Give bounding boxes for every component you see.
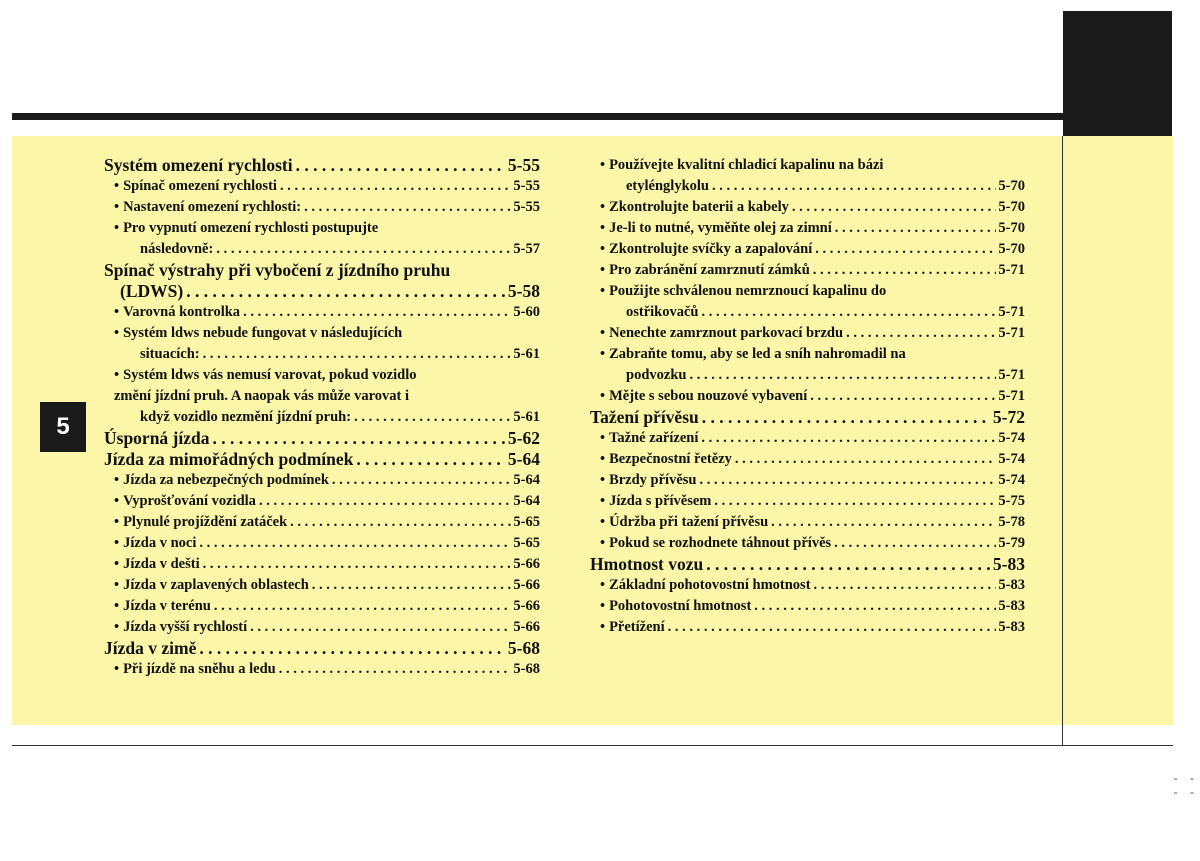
toc-entry-title: Použijte schválenou nemrznoucí kapalinu do (609, 283, 887, 299)
dot-leader (200, 344, 512, 365)
toc-line (590, 155, 1025, 176)
toc-entry-title: Hmotnost vozu (590, 554, 704, 574)
bullet-icon: • (600, 577, 606, 593)
dot-leader (183, 281, 506, 302)
toc-page-number: 5-78 (998, 514, 1025, 530)
toc-line (104, 365, 540, 386)
toc-subsection[interactable] (590, 617, 1025, 638)
toc-entry-title: Pokud se rozhodnete táhnout přívěs (609, 535, 832, 551)
toc-line (104, 659, 540, 680)
toc-entry-title: následovně: (140, 241, 214, 257)
toc-section[interactable] (104, 428, 540, 449)
toc-entry-title: Zkontrolujte baterii a kabely (609, 199, 789, 215)
toc-page-number: 5-70 (998, 220, 1025, 236)
dot-leader (276, 659, 512, 680)
toc-subsection[interactable] (590, 449, 1025, 470)
toc-subsection[interactable] (590, 428, 1025, 449)
toc-entry-title: (LDWS) (120, 281, 184, 301)
toc-line (104, 239, 540, 260)
toc-subsection[interactable] (104, 575, 540, 596)
toc-page-number: 5-66 (513, 619, 540, 635)
dot-leader (811, 575, 997, 596)
toc-page-number: 5-83 (998, 598, 1025, 614)
toc-line (104, 512, 540, 533)
toc-subsection[interactable] (104, 512, 540, 533)
toc-page-number: 5-60 (513, 304, 540, 320)
margin-rule (1062, 136, 1063, 746)
bullet-icon: • (114, 199, 120, 215)
toc-line (104, 260, 540, 281)
toc-subsection[interactable] (104, 617, 540, 638)
bullet-icon: • (114, 619, 120, 635)
toc-entry-title: Spínač výstrahy při vybočení z jízdního pruhu (104, 260, 451, 280)
dot-leader (293, 155, 506, 176)
dot-leader (353, 449, 506, 470)
toc-line (590, 533, 1025, 554)
dot-leader (309, 575, 512, 596)
toc-page-number: 5-61 (513, 409, 540, 425)
toc-section[interactable] (104, 638, 540, 659)
toc-entry-title: Pro vypnutí omezení rychlosti postupujte (123, 220, 379, 236)
dot-leader (751, 596, 996, 617)
dot-leader (287, 512, 511, 533)
toc-entry-title: Je-li to nutné, vyměňte olej za zimní (609, 220, 832, 236)
toc-entry-title: podvozku (626, 367, 687, 383)
dot-leader (240, 302, 511, 323)
toc-entry-title: Pro zabránění zamrznutí zámků (609, 262, 810, 278)
toc-page-number: 5-71 (998, 304, 1025, 320)
toc-page-number: 5-79 (998, 535, 1025, 551)
toc-page-number: 5-72 (992, 407, 1025, 427)
bullet-icon: • (114, 220, 120, 236)
toc-line (104, 197, 540, 218)
bullet-icon: • (600, 598, 606, 614)
bullet-icon: • (114, 598, 120, 614)
toc-page-number: 5-65 (513, 514, 540, 530)
dot-leader (789, 197, 997, 218)
toc-subsection[interactable] (590, 575, 1025, 596)
dot-leader (807, 386, 996, 407)
dot-leader (686, 365, 996, 386)
toc-entry-title: Jízda v dešti (123, 556, 200, 572)
toc-page-number: 5-65 (513, 535, 540, 551)
toc-page-number: 5-64 (513, 472, 540, 488)
toc-entry-title: Používejte kvalitní chladicí kapalinu na bázi (609, 157, 884, 173)
dot-leader (210, 428, 506, 449)
dot-leader (831, 533, 996, 554)
toc-subsection[interactable] (590, 470, 1025, 491)
toc-line (590, 323, 1025, 344)
toc-entry-title: Bezpečnostní řetězy (609, 451, 732, 467)
dot-leader (699, 302, 997, 323)
toc-line (590, 470, 1025, 491)
dot-leader (301, 197, 511, 218)
toc-page-number: 5-83 (998, 619, 1025, 635)
toc-subsection[interactable] (590, 491, 1025, 512)
toc-page-number: 5-58 (507, 281, 540, 301)
toc-entry-title: Vyprošťování vozidla (123, 493, 256, 509)
toc-page-number: 5-75 (998, 493, 1025, 509)
dot-leader (843, 323, 996, 344)
toc-entry-title: Jízda v terénu (123, 598, 211, 614)
toc-page-number: 5-66 (513, 577, 540, 593)
bullet-icon: • (600, 388, 606, 404)
dot-leader (832, 218, 997, 239)
top-rule (12, 113, 1063, 120)
toc-subsection[interactable] (104, 218, 540, 260)
toc-subsection[interactable] (590, 218, 1025, 239)
dot-leader (711, 491, 996, 512)
toc-entry-title: ostřikovačů (626, 304, 699, 320)
toc-page-number: 5-70 (998, 199, 1025, 215)
dot-leader (703, 554, 991, 575)
toc-line (104, 176, 540, 197)
toc-line (104, 323, 540, 344)
toc-entry-title: Tažení přívěsu (590, 407, 699, 427)
toc-entry-title: Nastavení omezení rychlosti: (123, 199, 302, 215)
toc-section[interactable] (590, 554, 1025, 575)
bullet-icon: • (600, 451, 606, 467)
toc-left-column (104, 155, 540, 680)
toc-page-number: 5-71 (998, 388, 1025, 404)
toc-line (590, 386, 1025, 407)
toc-line (590, 596, 1025, 617)
toc-page-number: 5-66 (513, 598, 540, 614)
bullet-icon: • (114, 535, 120, 551)
bullet-icon: • (114, 514, 120, 530)
bullet-icon: • (114, 367, 120, 383)
bullet-icon: • (600, 535, 606, 551)
toc-section[interactable] (104, 449, 540, 470)
toc-entry-title: Systém ldws vás nemusí varovat, pokud vozidlo (123, 367, 417, 383)
toc-entry-title: Údržba při tažení přívěsu (609, 514, 769, 530)
toc-page-number: 5-66 (513, 556, 540, 572)
bullet-icon: • (114, 556, 120, 572)
chapter-tab: 5 (40, 402, 86, 452)
toc-page-number: 5-74 (998, 430, 1025, 446)
bullet-icon: • (600, 157, 606, 173)
bullet-icon: • (600, 619, 606, 635)
toc-page-number: 5-55 (513, 199, 540, 215)
toc-section[interactable] (104, 155, 540, 176)
toc-subsection[interactable] (104, 302, 540, 323)
toc-entry-title: Základní pohotovostní hmotnost (609, 577, 811, 593)
bullet-icon: • (600, 325, 606, 341)
toc-page-number: 5-74 (998, 472, 1025, 488)
dot-leader (709, 176, 996, 197)
dot-leader (665, 617, 997, 638)
toc-subsection[interactable] (590, 197, 1025, 218)
bullet-icon: • (114, 325, 120, 341)
bullet-icon: • (600, 493, 606, 509)
toc-entry-title: změní jízdní pruh. A naopak vás může varovat i (114, 388, 409, 404)
dot-leader (329, 470, 512, 491)
toc-entry-title: když vozidlo nezmění jízdní pruh: (140, 409, 352, 425)
toc-entry-title: Jízda v zaplavených oblastech (123, 577, 309, 593)
toc-entry-title: etylénglykolu (626, 178, 709, 194)
toc-line (590, 491, 1025, 512)
toc-subsection[interactable] (590, 596, 1025, 617)
bullet-icon: • (600, 472, 606, 488)
bullet-icon: • (114, 493, 120, 509)
toc-line (104, 470, 540, 491)
toc-subsection[interactable] (590, 386, 1025, 407)
toc-subsection[interactable] (104, 491, 540, 512)
toc-subsection[interactable] (590, 155, 1025, 197)
toc-subsection[interactable] (104, 554, 540, 575)
dot-leader (213, 239, 511, 260)
toc-entry-title: Nenechte zamrznout parkovací brzdu (609, 325, 844, 341)
toc-entry-title: Mějte s sebou nouzové vybavení (609, 388, 808, 404)
toc-line (590, 449, 1025, 470)
toc-entry-title: Úsporná jízda (104, 428, 210, 448)
toc-subsection[interactable] (104, 176, 540, 197)
toc-subsection[interactable] (104, 533, 540, 554)
toc-right-column (590, 155, 1025, 638)
toc-subsection[interactable] (590, 512, 1025, 533)
dot-leader (351, 407, 511, 428)
toc-line (104, 155, 540, 176)
toc-page-number: 5-83 (998, 577, 1025, 593)
toc-subsection[interactable] (590, 344, 1025, 386)
toc-entry-title: Varovná kontrolka (123, 304, 241, 320)
dot-leader (196, 638, 506, 659)
toc-page-number: 5-68 (507, 638, 540, 658)
toc-subsection[interactable] (590, 260, 1025, 281)
toc-subsection[interactable] (104, 596, 540, 617)
toc-subsection[interactable] (590, 533, 1025, 554)
toc-line (590, 302, 1025, 323)
toc-subsection[interactable] (104, 323, 540, 365)
bullet-icon: • (600, 241, 606, 257)
toc-line (590, 344, 1025, 365)
toc-line (104, 554, 540, 575)
toc-page-number: 5-71 (998, 325, 1025, 341)
toc-subsection[interactable] (104, 197, 540, 218)
bullet-icon: • (600, 430, 606, 446)
toc-subsection[interactable] (590, 281, 1025, 323)
toc-subsection[interactable] (590, 323, 1025, 344)
bullet-icon: • (600, 346, 606, 362)
dot-leader (696, 470, 996, 491)
dot-leader (277, 176, 511, 197)
toc-page-number: 5-64 (507, 449, 540, 469)
toc-entry-title: Spínač omezení rychlosti (123, 178, 277, 194)
bullet-icon: • (114, 304, 120, 320)
toc-entry-title: Jízda s přívěsem (609, 493, 712, 509)
footer-mark: - - - - (1172, 772, 1197, 800)
dot-leader (768, 512, 996, 533)
toc-entry-title: Jízda za nebezpečných podmínek (123, 472, 329, 488)
toc-entry-title: Plynulé projíždění zatáček (123, 514, 288, 530)
toc-page-number: 5-61 (513, 346, 540, 362)
toc-page-number: 5-68 (513, 661, 540, 677)
toc-entry-title: Jízda za mimořádných podmínek (104, 449, 354, 469)
toc-line (104, 302, 540, 323)
toc-line (104, 281, 540, 302)
toc-subsection[interactable] (104, 470, 540, 491)
toc-line (104, 428, 540, 449)
dot-leader (256, 491, 511, 512)
toc-line (104, 344, 540, 365)
toc-line (590, 281, 1025, 302)
toc-entry-title: Při jízdě na sněhu a ledu (123, 661, 276, 677)
bullet-icon: • (114, 472, 120, 488)
toc-page-number: 5-83 (992, 554, 1025, 574)
bullet-icon: • (600, 262, 606, 278)
dot-leader (810, 260, 997, 281)
toc-page-number: 5-70 (998, 241, 1025, 257)
toc-entry-title: Systém ldws nebude fungovat v následujících (123, 325, 403, 341)
toc-subsection[interactable] (104, 659, 540, 680)
toc-entry-title: Jízda vyšší rychlostí (123, 619, 248, 635)
toc-line (590, 575, 1025, 596)
bottom-rule (12, 745, 1173, 746)
toc-entry-title: Systém omezení rychlosti (104, 155, 293, 175)
toc-line (104, 218, 540, 239)
toc-line (104, 638, 540, 659)
toc-line (104, 596, 540, 617)
toc-line (590, 554, 1025, 575)
toc-page-number: 5-70 (998, 178, 1025, 194)
toc-page-number: 5-71 (998, 367, 1025, 383)
dot-leader (211, 596, 512, 617)
toc-entry-title: Pohotovostní hmotnost (609, 598, 752, 614)
toc-subsection[interactable] (590, 239, 1025, 260)
toc-line (590, 197, 1025, 218)
corner-block (1063, 11, 1172, 136)
dot-leader (699, 407, 991, 428)
dot-leader (698, 428, 996, 449)
toc-entry-title: Tažné zařízení (609, 430, 699, 446)
toc-line (590, 365, 1025, 386)
toc-page-number: 5-55 (513, 178, 540, 194)
toc-line (104, 449, 540, 470)
bullet-icon: • (600, 283, 606, 299)
toc-line (104, 575, 540, 596)
bullet-icon: • (600, 199, 606, 215)
toc-entry-title: Brzdy přívěsu (609, 472, 697, 488)
toc-entry-title: Jízda v noci (123, 535, 197, 551)
bullet-icon: • (114, 178, 120, 194)
dot-leader (200, 554, 512, 575)
toc-line (104, 407, 540, 428)
toc-line (104, 491, 540, 512)
toc-line (590, 617, 1025, 638)
toc-entry-title: Zabraňte tomu, aby se led a sníh nahromadil na (609, 346, 906, 362)
toc-line (590, 428, 1025, 449)
toc-entry-title: Jízda v zimě (104, 638, 197, 658)
toc-page-number: 5-57 (513, 241, 540, 257)
toc-page-number: 5-74 (998, 451, 1025, 467)
bullet-icon: • (114, 577, 120, 593)
toc-line (590, 239, 1025, 260)
toc-line (104, 617, 540, 638)
toc-page-number: 5-55 (507, 155, 540, 175)
toc-page-number: 5-64 (513, 493, 540, 509)
toc-line (104, 533, 540, 554)
toc-section[interactable] (104, 260, 540, 302)
toc-entry-title: Přetížení (609, 619, 665, 635)
dot-leader (247, 617, 511, 638)
toc-line (590, 512, 1025, 533)
toc-page-number: 5-62 (507, 428, 540, 448)
toc-page-number: 5-71 (998, 262, 1025, 278)
bullet-icon: • (114, 661, 120, 677)
dot-leader (812, 239, 996, 260)
toc-entry-title: Zkontrolujte svíčky a zapalování (609, 241, 813, 257)
toc-line (104, 386, 540, 407)
bullet-icon: • (600, 220, 606, 236)
toc-line (590, 260, 1025, 281)
toc-line (590, 176, 1025, 197)
toc-entry-title: situacích: (140, 346, 200, 362)
toc-line (590, 218, 1025, 239)
bullet-icon: • (600, 514, 606, 530)
toc-section[interactable] (590, 407, 1025, 428)
dot-leader (732, 449, 997, 470)
toc-line (590, 407, 1025, 428)
toc-subsection[interactable] (104, 365, 540, 428)
dot-leader (196, 533, 511, 554)
